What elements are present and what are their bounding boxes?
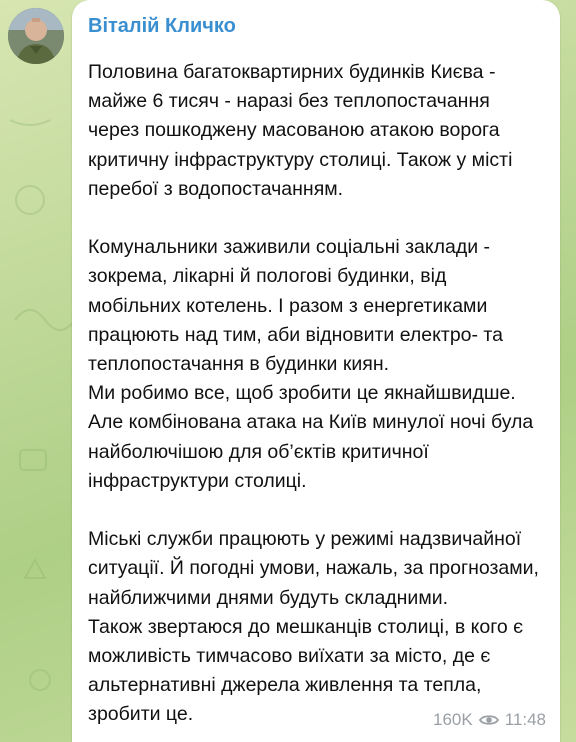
message-meta xyxy=(433,710,546,730)
eye-icon xyxy=(479,713,499,727)
user-avatar-icon[interactable] xyxy=(8,8,64,64)
avatar-portrait xyxy=(8,8,64,64)
sender-name[interactable]: Віталій Кличко xyxy=(88,15,236,37)
view-count: 160K xyxy=(433,710,473,729)
message-text: Половина багатоквартирних будинків Києва - майже 6 тисяч - наразі без теплопостачання через пошкоджену масованою атакою ворога критичну інфраструктуру столиці. Також у місті перебої з водопостачанням. Комунальники заживили соціальні заклади - зокрема, лікарні й пологові будинки, від мобільних котелень. І разом з енергетиками працюють над тим, аби відновити електро- та теплопостачання в будинки киян. Ми робимо все, щоб зробити це якнайшвидше. Але комбінована атака на Київ минулої ночі була найболючішою для об’єктів критичної інфраструктури столиці. Міські служби працюють у режимі надзвичайної ситуації. Й погодні умови, нажаль, за прогнозами, найближчими днями будуть складними. Також звертаюся до мешканців столиці, в кого є можливість тимчасово виїхати за місто, де є альтернативні джерела живлення та тепла, зробити це. xyxy=(88,61,539,726)
message-bubble xyxy=(72,0,560,742)
message-time: 11:48 xyxy=(504,710,546,729)
